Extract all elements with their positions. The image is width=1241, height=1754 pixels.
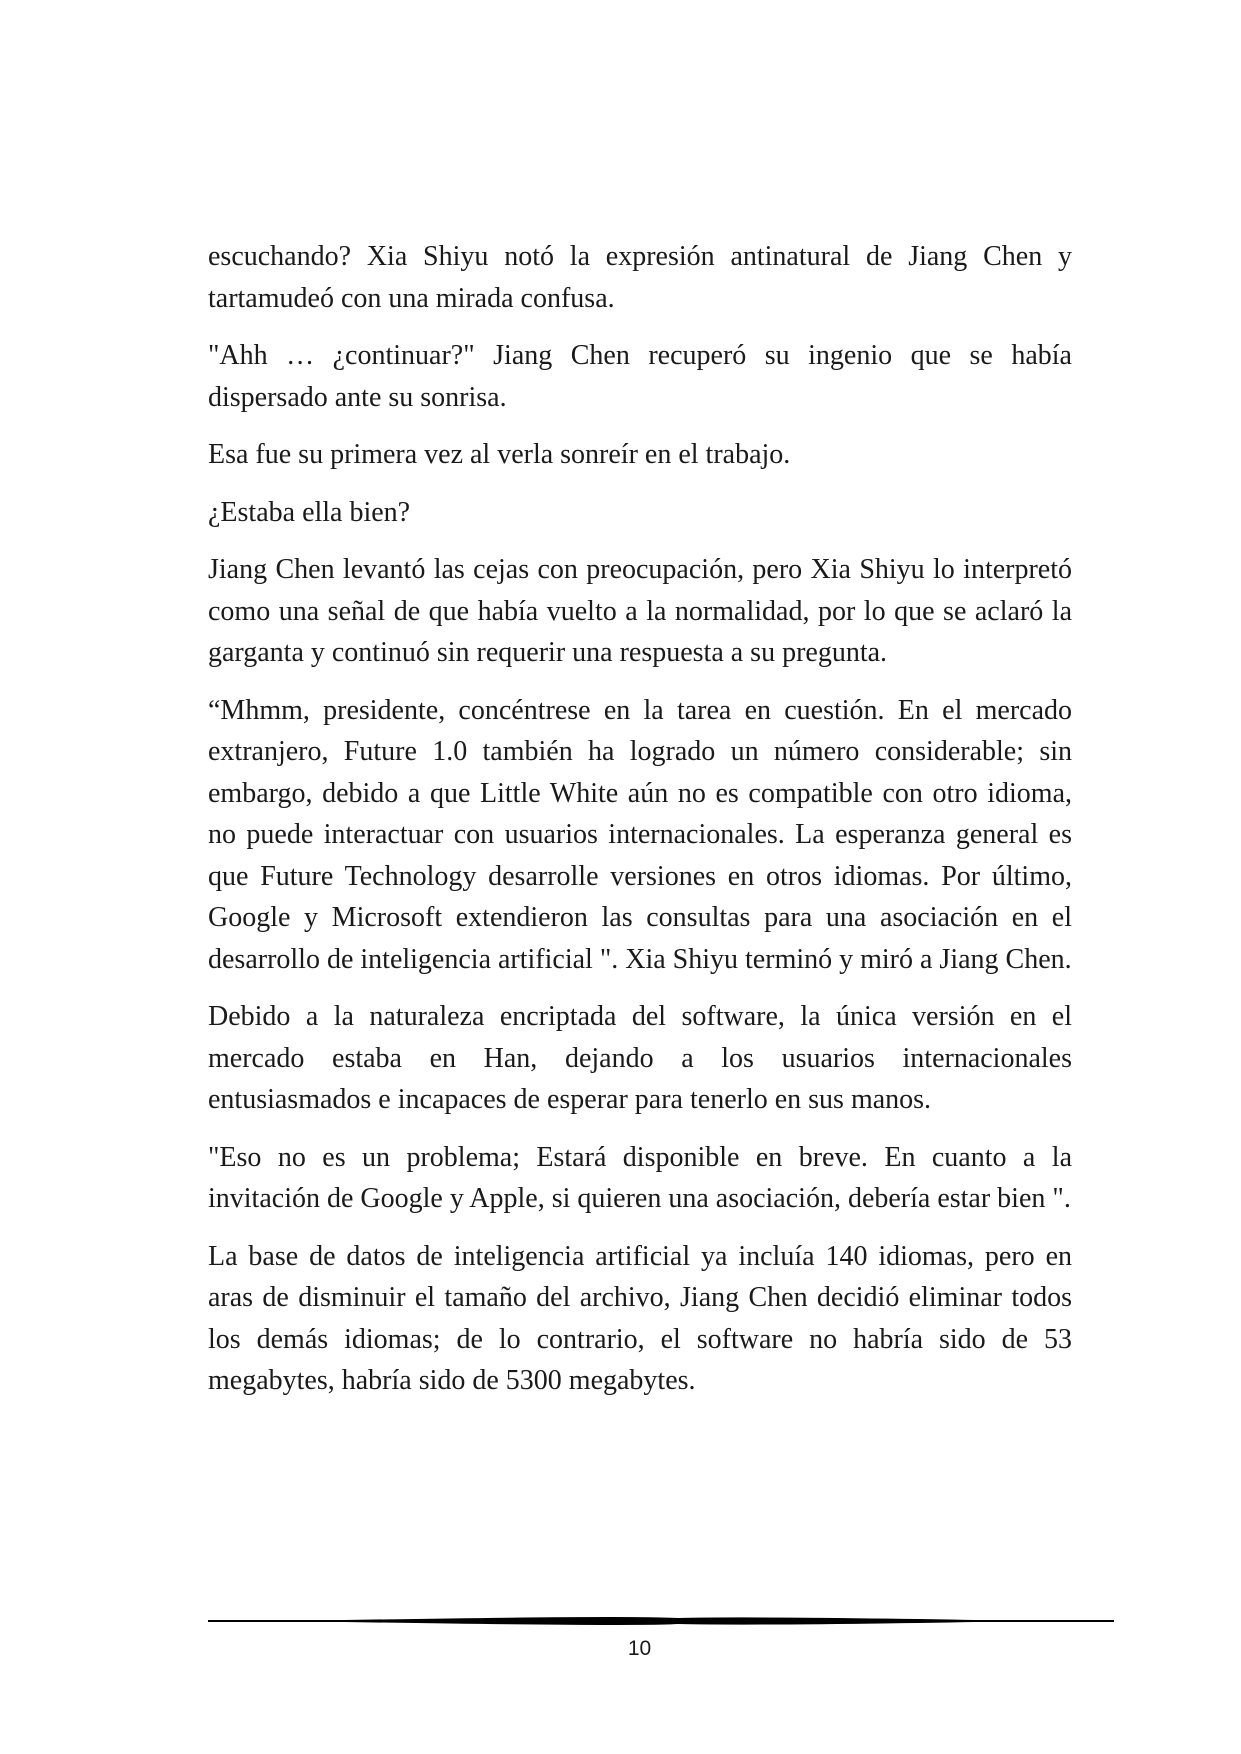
paragraph: “Mhmm, presidente, concéntrese en la tarea en cuestión. En el mercado extranjero, Future 1.0 también ha logrado un número considerable; sin embargo, debido a que Little White aún no es compatible con otro idioma, no puede interactuar con usuarios internacionales. La esperanza general es que Future Technology desarrolle versiones en otros idiomas. Por último, Google y Microsoft extendieron las consultas para una asociación en el desarrollo de inteligencia artificial ". Xia Shiyu terminó y miró a Jiang Chen. (208, 694, 1072, 975)
paragraph: Jiang Chen levantó las cejas con preocupación, pero Xia Shiyu lo interpretó como una señal de que había vuelto a la normalidad, por lo que se aclaró la garganta y continuó sin requerir una respuesta a su pregunta. (208, 554, 1072, 668)
body-text (208, 236, 1072, 1418)
paragraph: Esa fue su primera vez al verla sonreír en el trabajo. (208, 439, 791, 470)
paragraph: "Eso no es un problema; Estará disponible en breve. En cuanto a la invitación de Google y Apple, si quieren una asociación, debería estar bien ". (208, 1141, 1072, 1214)
paragraph: Debido a la naturaleza encriptada del software, la única versión en el mercado estaba en Han, dejando a los usuarios internacionales entusiasmados e incapaces de esperar para tenerlo en sus manos. (208, 1001, 1072, 1115)
paragraph: La base de datos de inteligencia artificial ya incluía 140 idiomas, pero en aras de disminuir el tamaño del archivo, Jiang Chen decidió eliminar todos los demás idiomas; de lo contrario, el software no habría sido de 53 megabytes, habría sido de 5300 megabytes. (208, 1240, 1072, 1396)
footer-divider (208, 1612, 1114, 1630)
paragraph: ¿Estaba ella bien? (208, 496, 411, 528)
paragraph: "Ahh … ¿continuar?" Jiang Chen recuperó su ingenio que se había dispersado ante su sonrisa. (208, 340, 1072, 413)
page-number: 10 (627, 1637, 652, 1660)
paragraph: escuchando? Xia Shiyu notó la expresión antinatural de Jiang Chen y tartamudeó con una mirada confusa. (208, 241, 1072, 314)
